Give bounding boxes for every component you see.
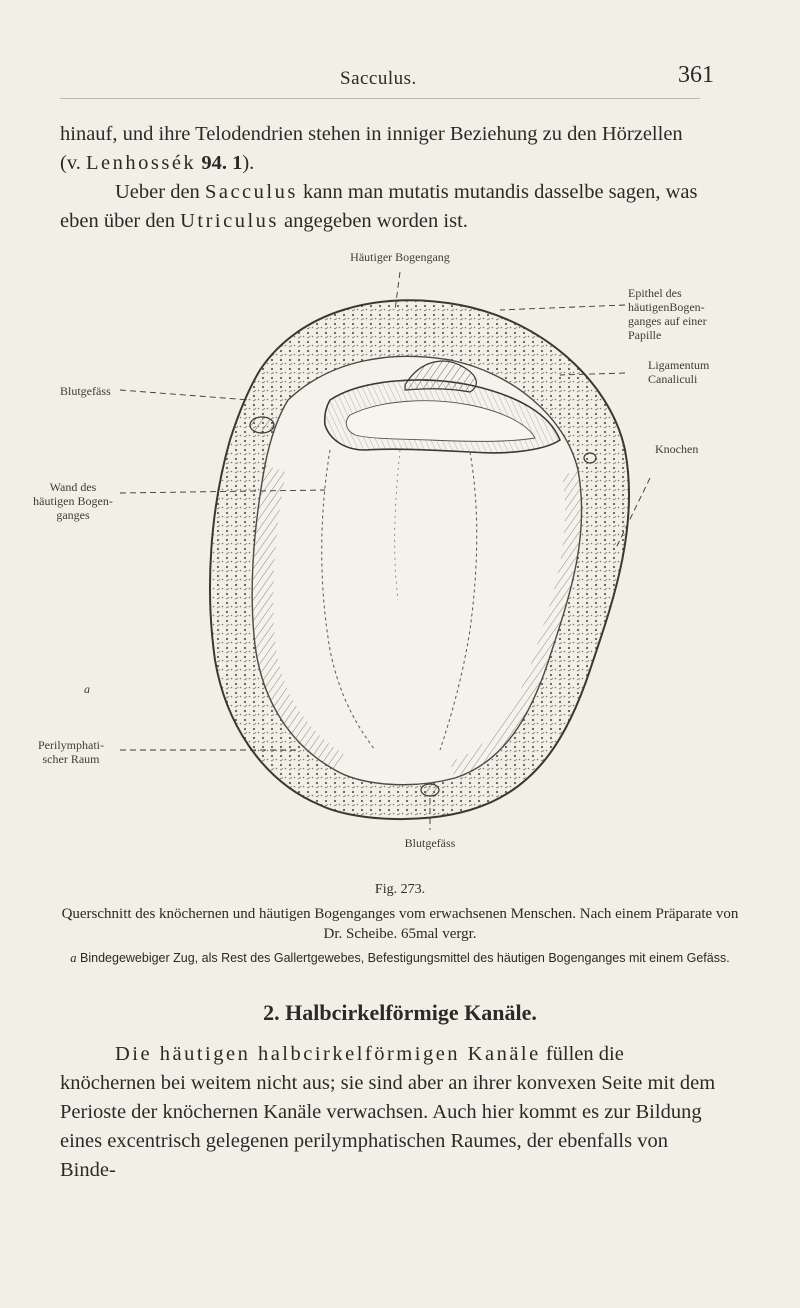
intro-paragraph-2 [60,178,720,236]
intro-line-2-suffix: ). [242,152,255,174]
label-haeutiger-bogengang: Häutiger Bogengang [350,250,450,264]
intro-line-2-prefix: (v. [60,152,86,174]
cross-section-illustration [0,250,800,870]
blood-vessel-bottom [421,784,439,796]
intro-line-2 [60,149,720,178]
para2-suffix: angegeben worden ist. [278,210,468,232]
label-wand: Wand des häutigen Bogen- ganges [33,480,113,522]
page-number: 361 [678,62,714,88]
figure-273 [0,250,800,870]
section-paragraph [60,1040,720,1185]
note-letter: a [70,951,77,965]
section-term: Die häutigen halbcirkelförmigen Kanäle [115,1043,541,1065]
running-header: Sacculus. [340,68,417,89]
figure-number: Fig. 273. [374,882,426,897]
label-ligamentum: Ligamentum Canaliculi [648,358,710,386]
intro-text [60,120,720,236]
section-rest: füllen die knöchernen bei weitem nicht aus; sie sind aber an ihrer konvexen Seite mit dem Perioste der knöchernen Kanäle verwachsen. Auch hier kommt es zur Bildung eines excentrisch gelegenen perilymphatischen Raumes, der ebenfalls von Binde- [60,1043,716,1181]
term-sacculus: Sacculus [204,181,298,203]
para2-prefix: Ueber den [115,181,205,203]
section-paragraph-text [60,1040,720,1185]
reference-number: 94. 1 [196,152,243,174]
term-utriculus: Utriculus [180,210,279,232]
intro-line-1: hinauf, und ihre Telodendrien stehen in inniger Beziehung zu den Hörzellen [60,123,683,145]
section-heading: 2. Halbcirkelförmige Kanäle. [263,1000,537,1025]
label-perilymph: Perilymphati- scher Raum [38,738,104,766]
author-name: Lenhossék [86,152,197,174]
label-knochen: Knochen [655,442,699,456]
header-rule [60,98,700,99]
figure-note [60,950,740,966]
label-a: a [84,682,90,696]
figure-caption: Querschnitt des knöchernen und häutigen Bogenganges vom erwachsenen Menschen. Nach einem Präparate von Dr. Scheibe. 65mal vergr. [61,906,739,942]
label-blutgefaess-left: Blutgefäss [60,384,111,398]
label-blutgefaess-bottom: Blutgefäss [404,836,456,850]
para2-mid: kann man mutatis mutandis dasselbe sagen, was eben über den [60,181,698,232]
blood-vessel-left [250,417,274,433]
label-epithel: Epithel des häutigenBogen- ganges auf einer Papille [628,286,707,342]
note-text: Bindegewebiger Zug, als Rest des Gallertgewebes, Befestigungsmittel des häutigen Bogenganges mit einem Gefäss. [76,951,730,965]
